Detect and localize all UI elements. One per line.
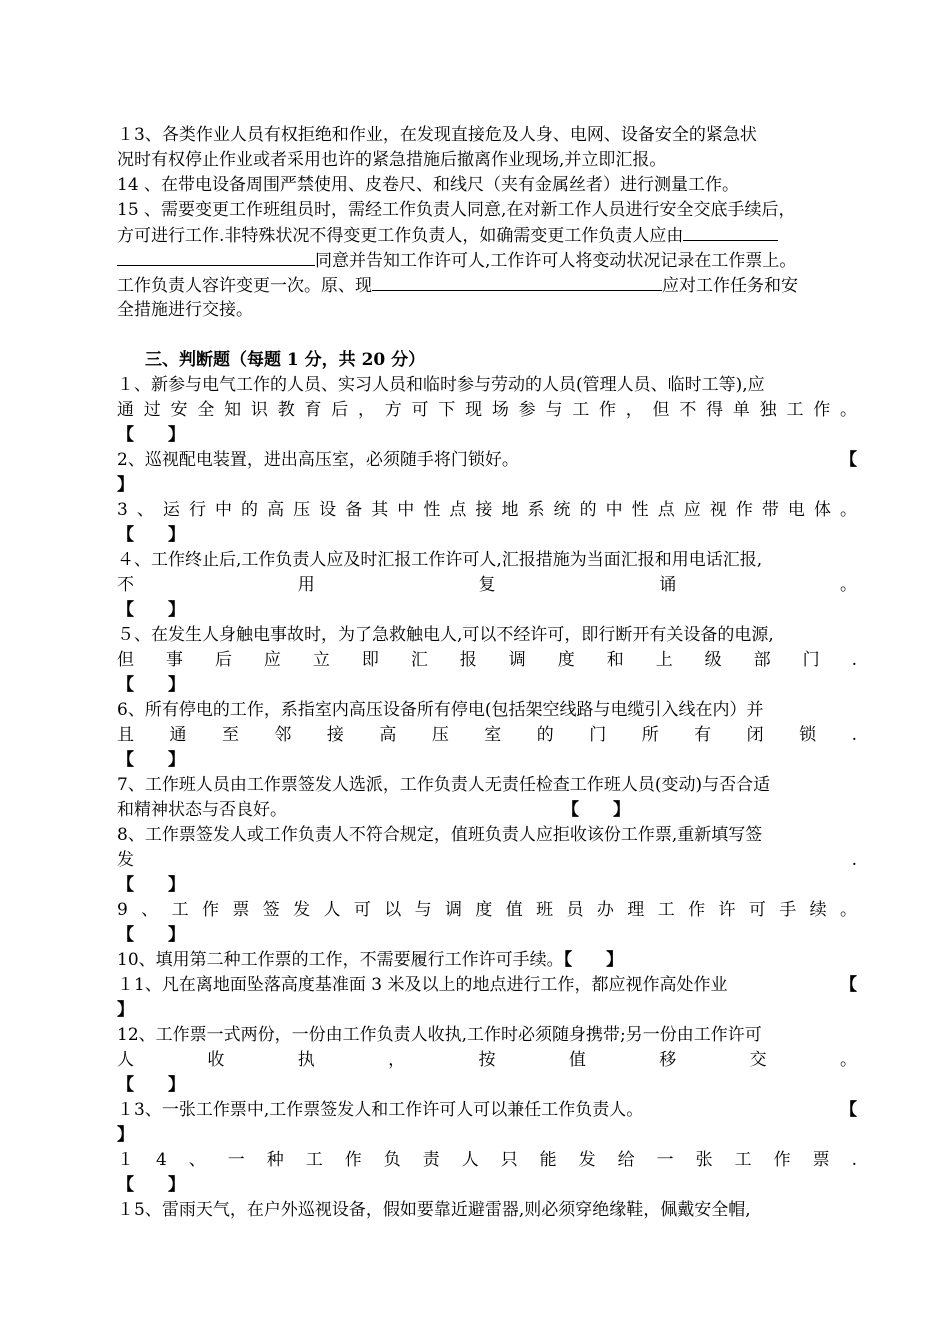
answer-bracket[interactable]: 【 】 <box>117 675 185 695</box>
answer-bracket[interactable]: 【 】 <box>117 600 185 620</box>
fill-q14: 14 、在带电设备周围严禁使用、皮卷尺、和线尺（夹有金属丝者）进行测量工作。 <box>117 175 740 195</box>
answer-bracket[interactable]: 【 】 <box>117 925 185 945</box>
answer-bracket-close[interactable]: 】 <box>117 1000 134 1020</box>
answer-bracket[interactable]: 【 】 <box>562 800 630 820</box>
judge-q13 <box>117 1098 857 1122</box>
judge-q9: 9、工作票签发人可以与调度值班员办理工作许可手续。 <box>117 900 857 920</box>
fill-q13-line2: 况时有权停止作业或者采用也许的紧急措施后撤离作业现场,并立即汇报。 <box>117 150 667 170</box>
answer-bracket-open[interactable]: 【 <box>840 975 857 995</box>
fill-q15-line2 <box>117 223 857 247</box>
answer-blank[interactable] <box>117 248 315 266</box>
answer-bracket-open[interactable]: 【 <box>840 450 857 470</box>
judge-q13-text: １3、一张工作票中,工作票签发人和工作许可人可以兼任工作负责人。 <box>117 1100 644 1120</box>
answer-bracket-open[interactable]: 【 <box>840 1100 857 1120</box>
answer-blank[interactable] <box>372 273 662 291</box>
judge-q7-line1: 7、工作班人员由工作票签发人选派，工作负责人无责任检查工作班人员(变动)与否合适 <box>117 775 771 795</box>
judge-q6-line2: 且通至邻接高压室的门所有闭锁. <box>117 725 857 745</box>
fill-q15-line4 <box>117 273 857 297</box>
judge-q1-line2: 通过安全知识教育后，方可下现场参与工作，但不得单独工作。 <box>117 400 857 420</box>
judge-q5-line2: 但事后应立即汇报调度和上级部门. <box>117 650 857 670</box>
fill-q15-text: 应对工作任务和安 <box>662 276 798 296</box>
judge-q14: １4、一种工作负责人只能发给一张工作票. <box>117 1150 857 1170</box>
answer-bracket-close[interactable]: 】 <box>117 1125 134 1145</box>
answer-bracket-close[interactable]: 】 <box>117 475 134 495</box>
judge-q5-line1: ５、在发生人身触电事故时，为了急救触电人,可以不经许可，即行断开有关设备的电源, <box>117 625 774 645</box>
judge-q2 <box>117 448 857 472</box>
answer-bracket[interactable]: 【 】 <box>563 950 624 970</box>
judge-q15: １5、雷雨天气，在户外巡视设备，假如要靠近避雷器,则必须穿绝缘鞋，佩戴安全帽, <box>117 1200 751 1220</box>
fill-q15-text: 方可进行工作.非特殊状况不得变更工作负责人，如确需变更工作负责人应由 <box>117 226 684 246</box>
answer-bracket[interactable]: 【 】 <box>117 1175 185 1195</box>
fill-q15-line5: 全措施进行交接。 <box>117 300 253 320</box>
answer-bracket[interactable]: 【 】 <box>117 1075 185 1095</box>
answer-bracket[interactable]: 【 】 <box>117 425 185 445</box>
judge-q11-text: １1、凡在离地面坠落高度基准面 3 米及以上的地点进行工作，都应视作高处作业 <box>117 975 728 995</box>
judge-q1-line1: １、新参与电气工作的人员、实习人员和临时参与劳动的人员(管理人员、临时工等),应 <box>117 375 765 395</box>
fill-q15-text: 工作负责人容许变更一次。原、现 <box>117 276 372 296</box>
judge-q7-line2 <box>117 798 857 822</box>
judge-q11 <box>117 973 857 997</box>
judge-q3: 3、运行中的高压设备其中性点接地系统的中性点应视作带电体。 <box>117 500 857 520</box>
judge-q12-line1: 12、工作票一式两份，一份由工作负责人收执,工作时必须随身携带;另一份由工作许可 <box>117 1025 762 1045</box>
judge-q10-text: 10、填用第二种工作票的工作，不需要履行工作许可手续。 <box>117 950 564 970</box>
judge-q2-text: 2、巡视配电装置，进出高压室，必须随手将门锁好。 <box>117 450 519 470</box>
fill-q15-text: 同意并告知工作许可人,工作许可人将变动状况记录在工作票上。 <box>315 251 797 271</box>
judge-q4-line1: ４、工作终止后,工作负责人应及时汇报工作许可人,汇报措施为当面汇报和用电话汇报, <box>117 550 763 570</box>
judge-q12-line2: 人收执，按值移交。 <box>117 1050 857 1070</box>
fill-q15-line3 <box>117 248 857 272</box>
fill-q15-line1: 15 、需要变更工作班组员时，需经工作负责人同意,在对新工作人员进行安全交底手续后， <box>117 200 796 220</box>
judge-q10 <box>117 948 857 972</box>
judge-q8-line2: 发. <box>117 850 857 870</box>
judge-q7-text: 和精神状态与否良好。 <box>117 800 287 820</box>
answer-bracket[interactable]: 【 】 <box>117 750 185 770</box>
fill-q13-line1: １3、各类作业人员有权拒绝和作业，在发现直接危及人身、电网、设备安全的紧急状 <box>117 125 757 145</box>
judge-q4-line2: 不用复诵。 <box>117 575 857 595</box>
answer-bracket[interactable]: 【 】 <box>117 525 185 545</box>
judge-q8-line1: 8、工作票签发人或工作负责人不符合规定，值班负责人应拒收该份工作票,重新填写签 <box>117 825 763 845</box>
answer-blank[interactable] <box>683 223 778 241</box>
answer-bracket[interactable]: 【 】 <box>117 875 185 895</box>
section-title: 三、判断题（每题 1 分，共 20 分） <box>145 350 426 370</box>
judge-q6-line1: 6、所有停电的工作，系指室内高压设备所有停电(包括架空线路与电缆引入线在内）并 <box>117 700 764 720</box>
